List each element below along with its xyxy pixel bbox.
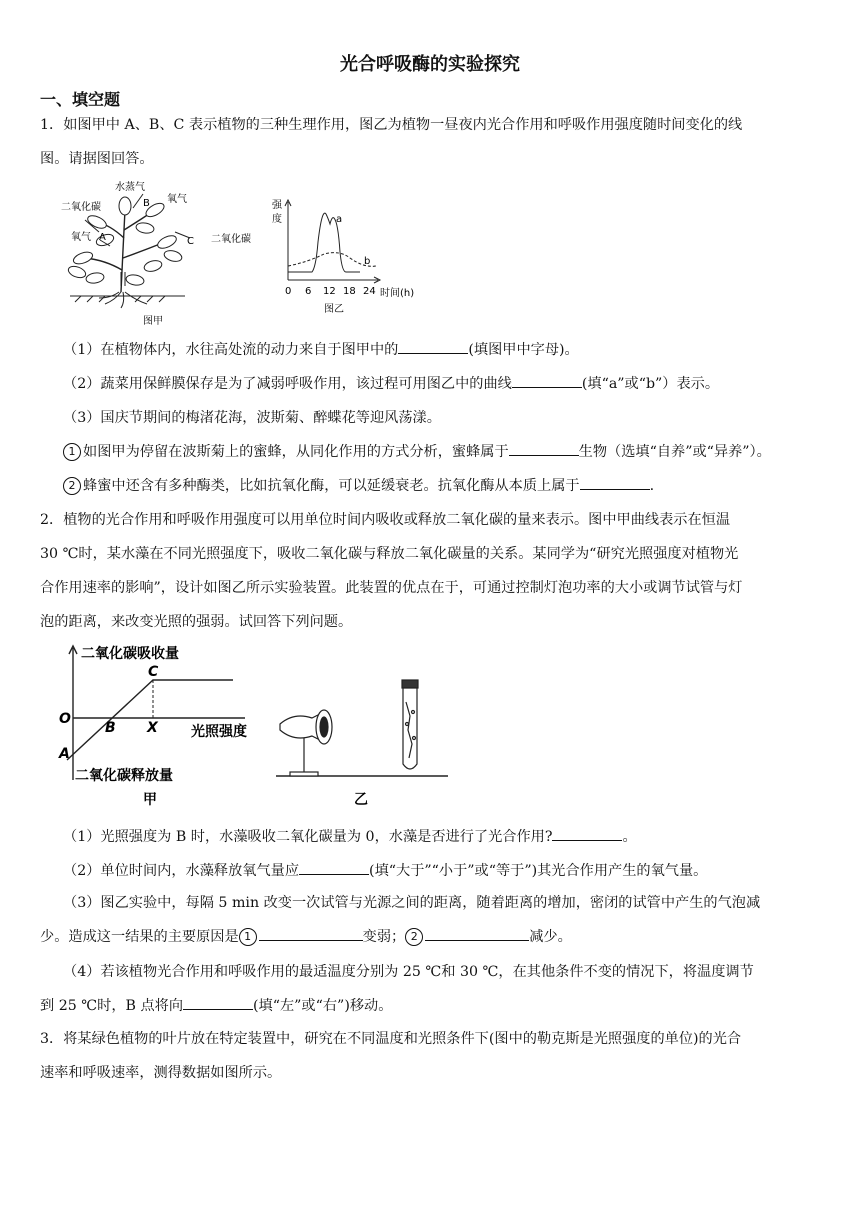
label-o2-left: 氧气 bbox=[71, 232, 91, 243]
answer-blank[interactable] bbox=[259, 926, 363, 941]
curve-b bbox=[288, 253, 376, 267]
q2-sub4-line1: （4）若该植物光合作用和呼吸作用的最适温度分别为 25 ℃和 30 ℃，在其他条件不变的情况下，将温度调节 bbox=[63, 964, 754, 980]
test-tube bbox=[402, 680, 418, 769]
axes bbox=[285, 200, 380, 283]
caption-yi: 乙 bbox=[354, 792, 368, 808]
tick-6: 6 bbox=[305, 286, 312, 297]
q1-stem bbox=[40, 108, 825, 176]
answer-blank[interactable] bbox=[512, 373, 582, 388]
q1-sub1: （1）在植物体内，水往高处流的动力来自于图甲中的 (填图甲中字母)。 bbox=[63, 333, 825, 367]
circled-number-1: 1 bbox=[63, 443, 81, 461]
label-B: B bbox=[105, 720, 116, 736]
answer-blank[interactable] bbox=[552, 826, 622, 841]
tick-24: 24 bbox=[363, 286, 376, 297]
label-C: C bbox=[148, 664, 159, 680]
page-title: 光合呼吸酶的实验探究 bbox=[340, 54, 520, 75]
label-o2-top: 氧气 bbox=[167, 194, 187, 205]
label-co2-left: 二氧化碳 bbox=[61, 202, 101, 213]
q2-sub4-line2: 到 25 ℃时，B 点将向 (填“左”或“右”)移动。 bbox=[40, 989, 825, 1023]
q2-sub1: （1）光照强度为 B 时，水藻吸收二氧化碳量为 0，水藻是否进行了光合作用? 。 bbox=[63, 820, 825, 854]
q1-sub3: （3）国庆节期间的梅渚花海，波斯菊、醉蝶花等迎风荡漾。 bbox=[63, 410, 441, 426]
q2-sub3-line1: （3）图乙实验中，每隔 5 min 改变一次试管与光源之间的距离，随着距离的增加，密闭的试管中产生的气泡减 bbox=[63, 895, 761, 911]
q2-figure-apparatus bbox=[272, 672, 452, 812]
answer-blank[interactable] bbox=[580, 475, 650, 490]
caption-yi: 图乙 bbox=[324, 304, 344, 315]
q1-sub3-2: 2 蜂蜜中还含有多种酶类，比如抗氧化酶，可以延缓衰老。抗氧化酶从本质上属于 . bbox=[63, 469, 825, 503]
xlabel: 时间(h) bbox=[380, 288, 415, 299]
label-light: 光照强度 bbox=[191, 724, 247, 740]
caption-jia: 图甲 bbox=[143, 316, 163, 327]
ylabel-1: 强 bbox=[272, 200, 282, 211]
label-O: O bbox=[59, 711, 71, 727]
label-water-vapor: 水蒸气 bbox=[115, 182, 145, 193]
caption-jia: 甲 bbox=[143, 792, 157, 808]
tick-18: 18 bbox=[343, 286, 356, 297]
ground-hatch bbox=[70, 296, 185, 302]
circled-number-2: 2 bbox=[405, 928, 423, 946]
circled-number-1: 1 bbox=[239, 928, 257, 946]
section-heading: 一、填空题 bbox=[40, 90, 121, 109]
answer-blank[interactable] bbox=[398, 339, 468, 354]
tick-0: 0 bbox=[285, 286, 292, 297]
label-co2-right: 二氧化碳 bbox=[211, 234, 251, 245]
label-curve-a: a bbox=[336, 214, 343, 225]
roots bbox=[99, 292, 147, 308]
lamp bbox=[280, 710, 332, 776]
q1-figure-plant bbox=[55, 180, 270, 330]
q2-sub2: （2）单位时间内，水藻释放氧气量应 (填“大于”“小于”或“等于”)其光合作用产生的氧气量。 bbox=[63, 854, 825, 888]
answer-blank[interactable] bbox=[425, 926, 529, 941]
circled-number-2: 2 bbox=[63, 477, 81, 495]
q2-sub3-line2: 少。造成这一结果的主要原因是 1 变弱； 2 减少。 bbox=[40, 920, 825, 954]
label-C: C bbox=[187, 236, 194, 247]
label-curve-b: b bbox=[364, 256, 371, 267]
q3-stem: 3．将某绿色植物的叶片放在特定装置中，研究在不同温度和光照条件下(图中的勒克斯是光照强度的单位)的光合 速率和呼吸速率，测得数据如图所示。 bbox=[40, 1031, 742, 1081]
answer-blank[interactable] bbox=[183, 995, 253, 1010]
tick-12: 12 bbox=[323, 286, 336, 297]
label-A: A bbox=[99, 232, 106, 243]
q2-figure-graph bbox=[55, 640, 265, 810]
q1-figure-curves bbox=[268, 192, 428, 320]
q1-sub3-1: 1 如图甲为停留在波斯菊上的蜜蜂，从同化作用的方式分析，蜜蜂属于 生物（选填“自养”或“异养”）。 bbox=[63, 435, 825, 469]
ylabel-2: 度 bbox=[272, 214, 282, 225]
label-release: 二氧化碳释放量 bbox=[75, 768, 173, 784]
q1-sub2: （2）蔬菜用保鲜膜保存是为了减弱呼吸作用，该过程可用图乙中的曲线 (填“a”或“b”）表示。 bbox=[63, 367, 825, 401]
q2-stem: 2．植物的光合作用和呼吸作用强度可以用单位时间内吸收或释放二氧化碳的量来表示。图中甲曲线表示在恒温 30 ℃时，某水藻在不同光照强度下，吸收二氧化碳与释放二氧化碳量的关系。某同学为“研究光照强度对植物光 合作用速率的影响”，设计如图乙所示实验装置。此装置的优点在于，可通过控制灯泡功率的大小或调节试管与灯 泡的距离，来改变光照的强弱。试回答下列问题。 bbox=[40, 512, 743, 630]
q1-stem-line1: 1．如图甲中 A、B、C 表示植物的三种生理作用，图乙为植物一昼夜内光合作用和呼吸作用强度随时间变化的线 bbox=[40, 117, 743, 133]
label-B: B bbox=[143, 198, 150, 209]
answer-blank[interactable] bbox=[509, 441, 579, 456]
label-absorb: 二氧化碳吸收量 bbox=[81, 646, 179, 662]
label-X: X bbox=[147, 720, 158, 736]
q1-stem-line2: 图。请据图回答。 bbox=[40, 151, 154, 167]
label-A: A bbox=[59, 746, 70, 762]
answer-blank[interactable] bbox=[299, 860, 369, 875]
